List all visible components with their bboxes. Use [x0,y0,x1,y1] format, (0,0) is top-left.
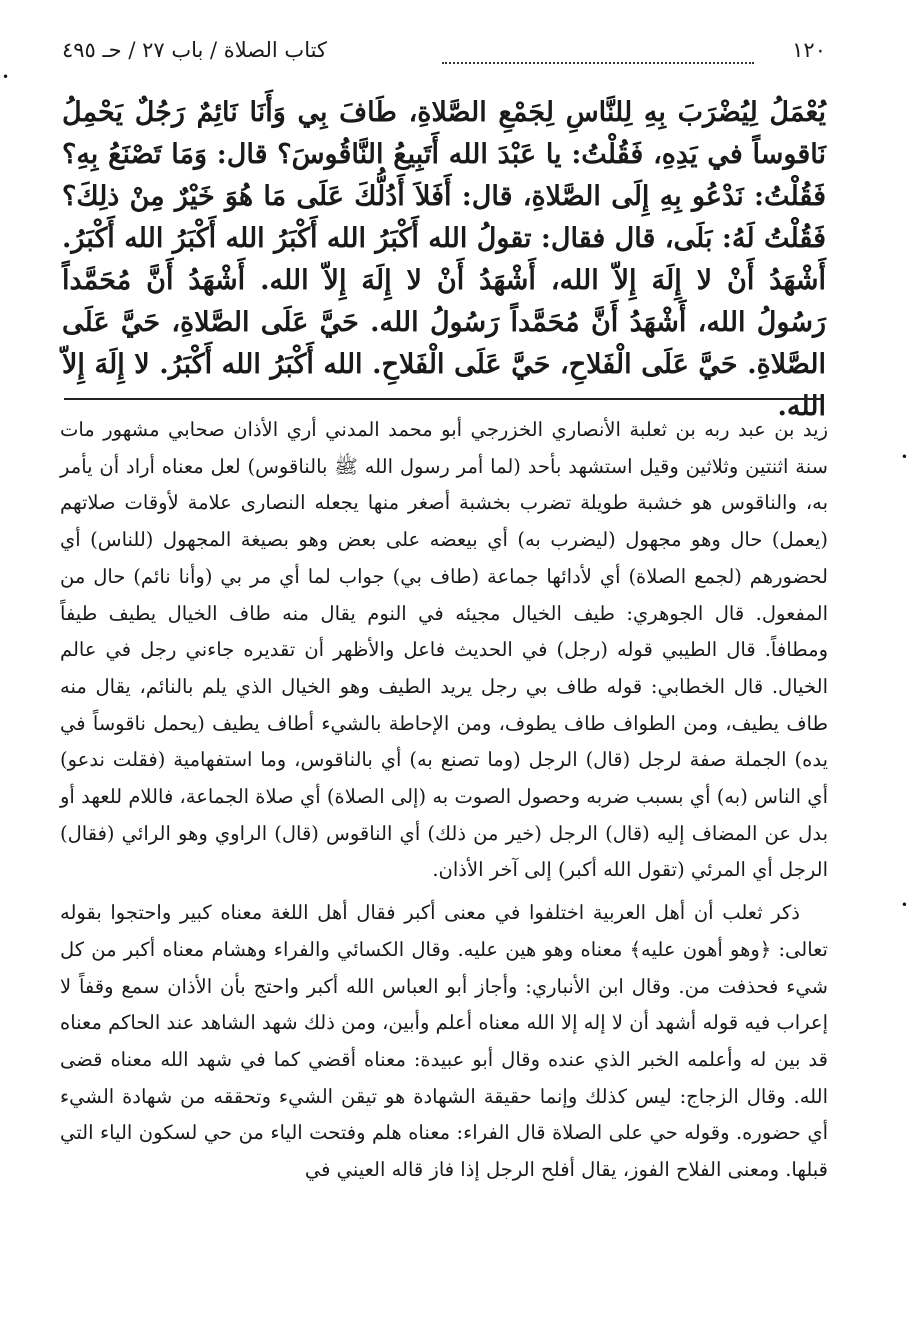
margin-dot-middle: • [900,450,908,464]
margin-dot-top: • [2,70,10,84]
margin-dot-lower: • [900,898,908,912]
commentary-paragraph-1: زيد بن عبد ربه بن ثعلبة الأنصاري الخزرجي أبو محمد المدني أري الأذان صحابي مشهور مات سنة اثنتين وثلاثين وقيل استشهد بأحد (لما أمر رسول الله ﷺ بالناقوس) لعل معناه أراد أن يأمر به، والناقوس هو خشبة طويلة تضرب بخشبة أصغر منها يجعله النصارى علامة لأوقات صلاتهم (يعمل) حال وهو مجهول (ليضرب به) أي بيعضه على بعض وهو بصيغة المجهول (للناس) أي لحضورهم (لجمع الصلاة) أي لأدائها جماعة (طاف بي) جواب لما أي مر بي (وأنا نائم) حال من المفعول. قال الجوهري: طيف الخيال مجيئه في النوم يقال منه طاف الخيال يطيف طيفاً ومطافاً. قال الطيبي قوله (رجل) في الحديث فاعل والأظهر أن تقديره جاءني رجل في عالم الخيال. قال الخطابي: قوله طاف بي رجل يريد الطيف وهو الخيال الذي يلم بالنائم، يقال منه طاف يطيف، ومن الطواف طاف يطوف، ومن الإحاطة بالشيء أطاف يطيف (يحمل ناقوساً في يده) الجملة صفة لرجل (قال) الرجل (وما تصنع به) أي بالناقوس، وما استفهامية (فقلت ندعو) أي الناس (به) أي بسبب ضربه وحصول الصوت به (إلى الصلاة) أي صلاة الجماعة، فاللام للعهد أو بدل عن المضاف إليه (قال) الرجل (خير من ذلك) أي الناقوس (قال) الراوي وهو الرائي (فقال) الرجل أي المرئي (تقول الله أكبر) إلى آخر الأذان. [60,418,828,882]
commentary [60,412,828,1189]
header-dotted-leader [442,62,754,64]
footnote-separator [64,398,824,400]
running-title: كتاب الصلاة / باب ٢٧ / حـ ٤٩٥ [62,38,327,62]
hadith-paragraph: يُعْمَلُ لِيُضْرَبَ بِهِ لِلنَّاسِ لِجَمْعِ الصَّلاةِ، طَافَ بِي وَأَنَا نَائِمٌ رَجُلٌ يَحْمِلُ نَاقوساً في يَدِهِ، فَقُلْتُ: يا عَبْدَ الله أَتَبِيعُ النَّاقُوسَ؟ قال: وَمَا تَصْنَعُ بِهِ؟ فَقُلْتُ: نَدْعُو بِهِ إِلَى الصَّلاةِ، قال: أَفَلاَ أَدُلُّكَ عَلَى مَا هُوَ خَيْرٌ مِنْ ذلِكَ؟ فَقُلْتُ لَهُ: بَلَى، قال فقال: تقولُ الله أَكْبَرُ الله أَكْبَرُ الله أَكْبَرُ الله أَكْبَرُ. أَشْهَدُ أَنْ لا إِلَهَ إِلاّ الله، أَشْهَدُ أَنْ لا إِلَهَ إِلاّ الله. أَشْهَدُ أَنَّ مُحَمَّداً رَسُولُ الله، أَشْهَدُ أَنَّ مُحَمَّداً رَسُولُ الله. حَيَّ عَلَى الصَّلاةِ، حَيَّ عَلَى الصَّلاةِ. حَيَّ عَلَى الْفَلاحِ، حَيَّ عَلَى الْفَلاحِ. الله أَكْبَرُ الله أَكْبَرُ. لا إِلَهَ إِلاّ الله. [62,97,826,422]
page-number: ١٢٠ [792,38,826,62]
commentary-paragraph-2: ذكر ثعلب أن أهل العربية اختلفوا في معنى أكبر فقال أهل اللغة معناه كبير واحتجوا بقوله تعالى: ﴿وهو أهون عليه﴾ معناه وهو هين عليه. وقال الكسائي والفراء وهشام معناه أكبر من كل شيء فحذفت من. وقال ابن الأنباري: وأجاز أبو العباس الله أكبر واحتج بأن الأذان سمع وقفاً لا إعراب فيه قوله أشهد أن لا إله إلا الله معناه أعلم وأبين، ومن ذلك شهد الشاهد عند الحاكم معناه قد بين له وأعلمه الخبر الذي عنده وقال أبو عبيدة: معناه أقضي كما في شهد الله معناه قضى الله. وقال الزجاج: ليس كذلك وإنما حقيقة الشهادة هو تيقن الشيء وتحققه من شهادة الشيء أي حضوره. وقوله حي على الصلاة قال الفراء: معناه هلم وفتحت الياء من حي لسكون الياء التي قبلها. ومعنى الفلاح الفوز، يقال أفلح الرجل إذا فاز قاله العيني في [60,901,828,1182]
page-header [62,36,826,74]
hadith-text [62,92,826,428]
